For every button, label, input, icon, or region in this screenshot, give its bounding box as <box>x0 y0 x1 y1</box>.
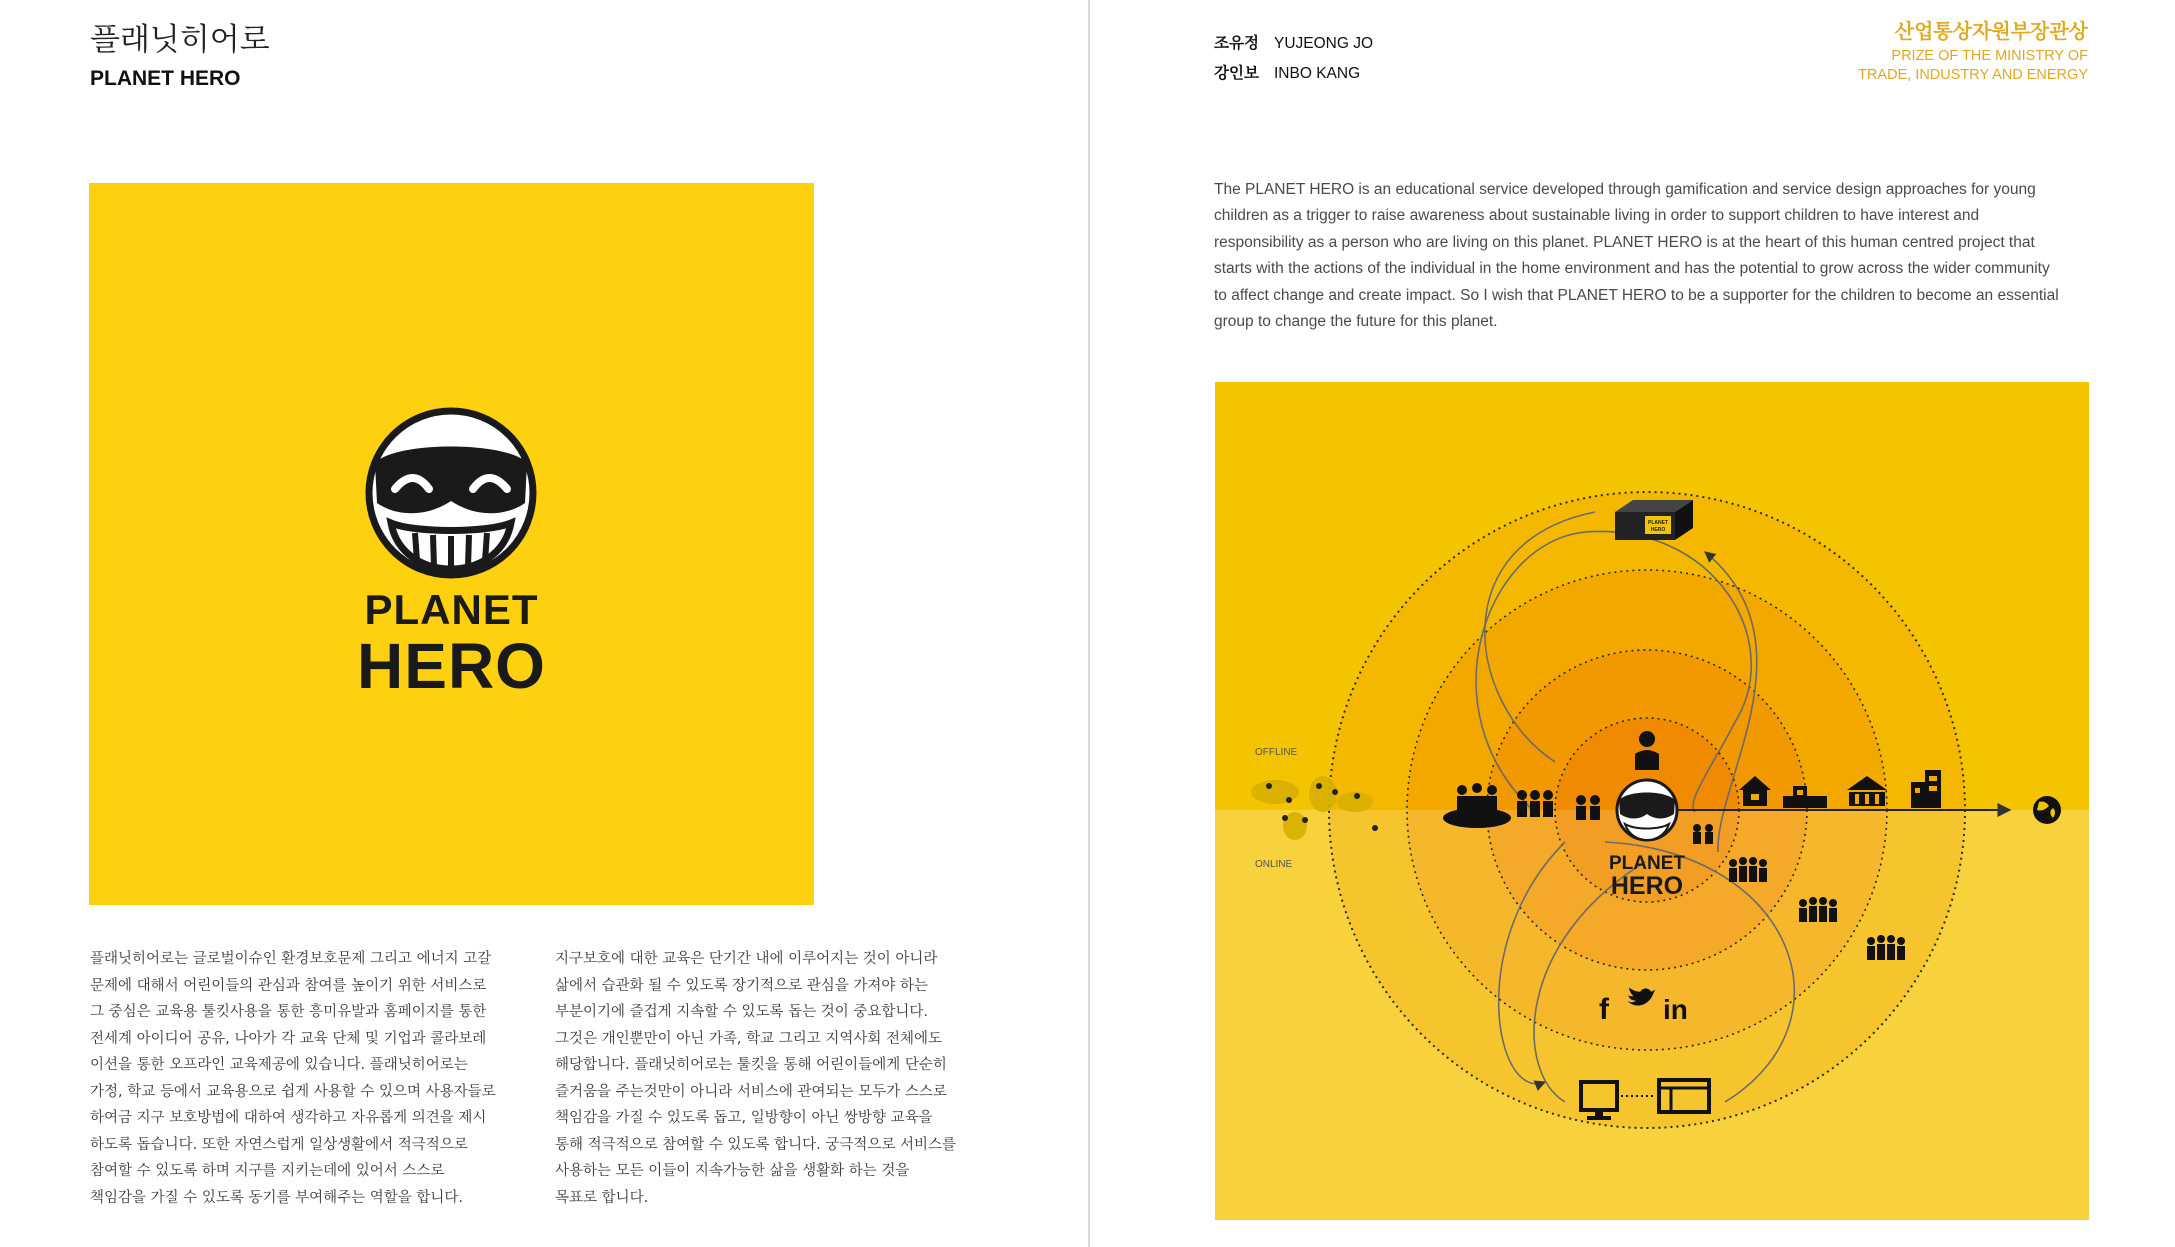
body-line: 이션을 통한 오프라인 교육제공에 있습니다. 플래닛히어로는 <box>90 1057 468 1073</box>
prize-line: TRADE, INDUSTRY AND ENERGY <box>1858 67 2088 83</box>
body-line: 하여금 지구 보호방법에 대하여 생각하고 자유롭게 의견을 제시 <box>90 1110 487 1126</box>
description-line: to affect change and create impact. So I wish that PLANET HERO to be a supporter for the children to become an essential <box>1214 286 2059 304</box>
body-line: 목표로 합니다. <box>555 1189 649 1206</box>
title-korean: 플래닛히어로 <box>90 22 270 58</box>
logo-word-hero: HERO <box>357 630 546 702</box>
body-line: 즐거움을 주는것만이 아니라 서비스에 관여되는 모두가 스스로 <box>555 1083 947 1100</box>
body-line: 전세계 아이디어 공유, 나아가 각 교육 단체 및 기업과 콜라보레 <box>90 1030 487 1047</box>
body-line: 하도록 돕습니다. 또한 자연스럽게 일상생활에서 적극적으로 <box>90 1136 468 1153</box>
description-line: responsibility as a person who are living on this planet. PLANET HERO is at the heart of this human centred project that <box>1214 233 2035 251</box>
body-line: 플래닛히어로는 글로벌이슈인 환경보호문제 그리고 에너지 고갈 <box>90 951 492 967</box>
korean-body-column-1 <box>90 946 496 1211</box>
description-line: starts with the actions of the individual in the home environment and has the potential to grow across the wider community <box>1214 260 2050 278</box>
body-line: 사용하는 모든 이들이 지속가능한 삶을 생활화 하는 것을 <box>555 1163 910 1179</box>
classroom-group-icon <box>1517 790 1553 817</box>
description-line: children as a trigger to raise awareness about sustainable living in order to support children to have interest and <box>1214 207 1980 225</box>
globe-icon <box>2033 796 2061 824</box>
description-line: The PLANET HERO is an educational service developed through gamification and service design approaches for young <box>1214 181 2036 198</box>
box-label-2: HERO <box>1650 527 1666 533</box>
author-1 <box>1214 31 1373 53</box>
center-hero-icon <box>1617 780 1677 840</box>
body-line: 책임감을 가질 수 있도록 동기를 부여해주는 역할을 합니다. <box>90 1189 464 1206</box>
box-label-1: PLANET <box>1648 520 1668 526</box>
body-line: 참여할 수 있도록 하며 지구를 지키는데에 있어서 스스로 <box>90 1163 445 1179</box>
facebook-icon: f <box>1599 993 1609 1026</box>
body-line: 책임감을 가질 수 있도록 돕고, 일방향이 아닌 쌍방향 교육을 <box>555 1110 933 1126</box>
toolkit-box-icon <box>1615 500 1693 540</box>
body-line: 그 중심은 교육용 툴킷사용을 통한 흥미유발과 홈페이지를 통한 <box>90 1004 487 1020</box>
english-description <box>1214 177 2059 335</box>
author-name-kr: 강인보 <box>1214 65 1259 82</box>
prize-title-korean: 산업통상자원부장관상 <box>1894 19 2088 43</box>
body-line: 가정, 학교 등에서 교육용으로 쉽게 사용할 수 있으며 사용자들로 <box>90 1083 496 1100</box>
title-english: PLANET HERO <box>90 67 241 90</box>
page-spine <box>1088 0 1090 1247</box>
offline-label: OFFLINE <box>1255 747 1298 758</box>
online-label: ONLINE <box>1255 859 1293 870</box>
author-name-en: YUJEONG JO <box>1274 35 1374 52</box>
body-line: 삶에서 습관화 될 수 있도록 장기적으로 관심을 가져야 하는 <box>555 977 929 994</box>
center-label-planet: PLANET <box>1609 853 1685 874</box>
author-2 <box>1214 61 1360 83</box>
hero-logo-panel <box>89 183 814 905</box>
hero-mask-face-icon <box>365 405 537 583</box>
center-label-hero: HERO <box>1610 872 1684 900</box>
prize-title-english <box>1858 47 2088 85</box>
author-name-en: INBO KANG <box>1274 65 1361 82</box>
prize-line: PRIZE OF THE MINISTRY OF <box>1891 48 2088 64</box>
body-line: 그것은 개인뿐만이 아닌 가족, 학교 그리고 지역사회 전체에도 <box>555 1030 943 1047</box>
logo-word-planet: PLANET <box>364 586 539 633</box>
service-ecosystem-diagram <box>1215 382 2089 1220</box>
body-line: 통해 적극적으로 참여할 수 있도록 합니다. 궁극적으로 서비스를 <box>555 1136 957 1153</box>
korean-body-column-2 <box>555 946 956 1211</box>
body-line: 해당합니다. 플래닛히어로는 툴킷을 통해 어린이들에게 단순히 <box>555 1057 947 1073</box>
body-line: 지구보호에 대한 교육은 단기간 내에 이루어지는 것이 아니라 <box>555 951 938 967</box>
linkedin-icon: in <box>1663 994 1688 1025</box>
body-line: 문제에 대해서 어린이들의 관심과 참여를 높이기 위한 서비스로 <box>90 977 487 994</box>
author-name-kr: 조유정 <box>1214 35 1259 52</box>
description-line: group to change the future for this planet. <box>1214 313 1498 331</box>
body-line: 부분이기에 즐겁게 지속할 수 있도록 돕는 것이 중요합니다. <box>555 1004 929 1020</box>
